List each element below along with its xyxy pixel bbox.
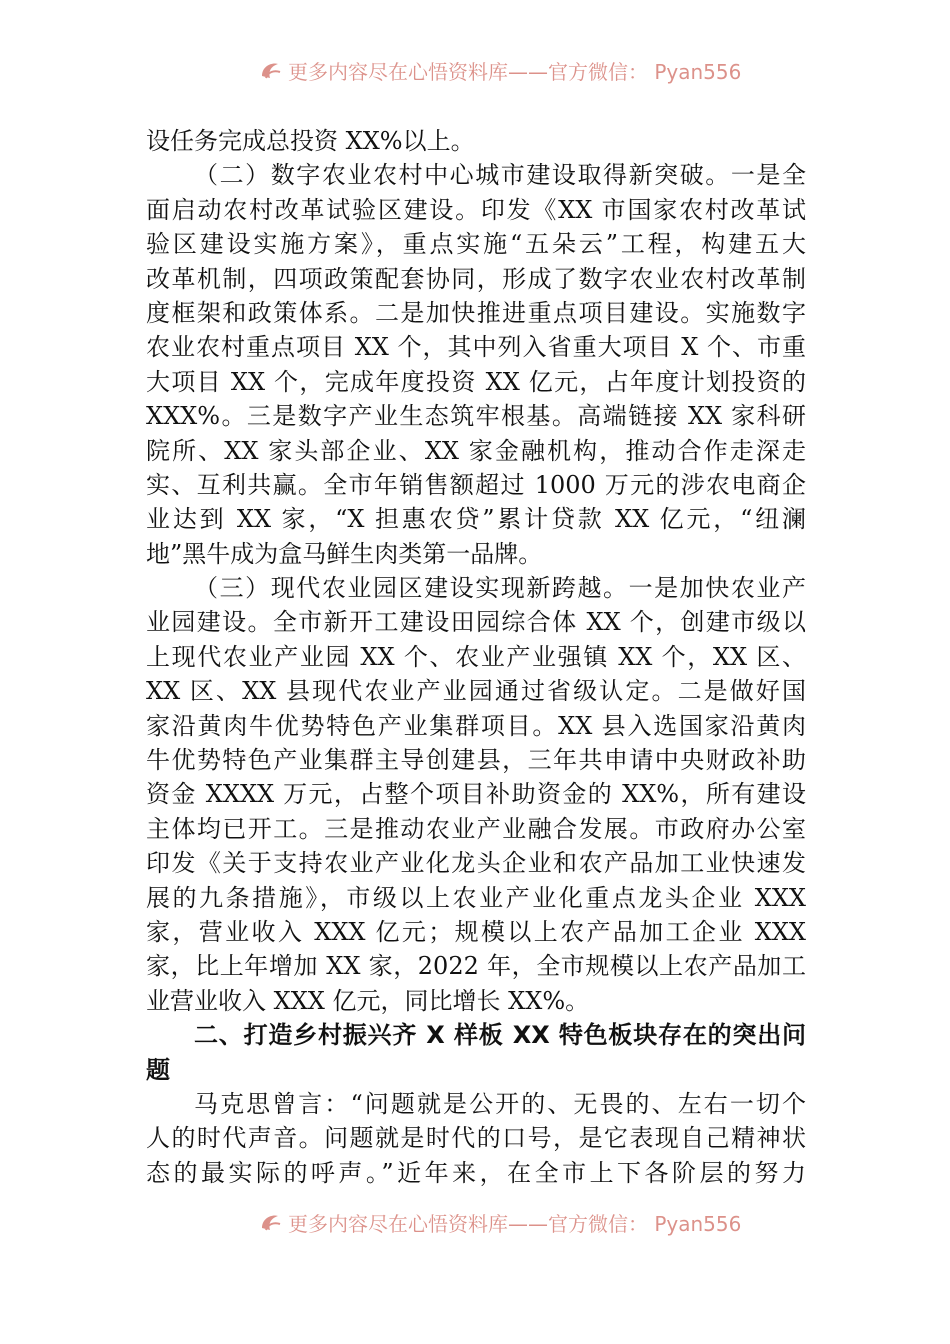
text-line: （二）数字农业农村中心城市建设取得新突破。一是全 xyxy=(194,161,806,190)
watermark-text: 更多内容尽在心悟资料库——官方微信： Pyan556 xyxy=(288,1211,742,1236)
watermark-text: 更多内容尽在心悟资料库——官方微信： Pyan556 xyxy=(288,59,742,84)
paragraph-marx-quote xyxy=(146,1087,806,1190)
watermark-bottom xyxy=(258,1208,741,1236)
text-line: 展的九条措施》，市级以上农业产业化重点龙头企业 XXX xyxy=(146,883,806,912)
text-line: 印发《关于支持农业产业化龙头企业和农产品加工业快速发 xyxy=(146,849,806,878)
text-line: 业园建设。全市新开工建设田园综合体 XX 个，创建市级以 xyxy=(146,608,806,637)
text-line: （三）现代农业园区建设实现新跨越。一是加快农业产 xyxy=(194,574,806,603)
text-line: XX 区、XX 县现代农业产业园通过省级认定。二是做好国 xyxy=(146,677,806,706)
text-line: XXX%。三是数字产业生态筑牢根基。高端链接 XX 家科研 xyxy=(146,402,806,431)
brand-logo-icon xyxy=(258,58,282,82)
heading-line: 题 xyxy=(146,1055,170,1084)
text-line: 业达到 XX 家，“X 担惠农贷”累计贷款 XX 亿元，“纽澜 xyxy=(146,505,806,534)
text-line: 验区建设实施方案》，重点实施“五朵云”工程，构建五大 xyxy=(146,230,806,259)
text-line: 家，比上年增加 XX 家，2022 年，全市规模以上农产品加工 xyxy=(146,952,806,981)
text-line: 设任务完成总投资 XX%以上。 xyxy=(146,127,475,155)
text-line: 实、互利共赢。全市年销售额超过 1000 万元的涉农电商企 xyxy=(146,470,806,499)
text-line: 主体均已开工。三是推动农业产业融合发展。市政府办公室 xyxy=(146,814,806,843)
text-line: 院所、XX 家头部企业、XX 家金融机构，推动合作走深走 xyxy=(146,436,806,465)
text-line: 度框架和政策体系。二是加快推进重点项目建设。实施数字 xyxy=(146,298,806,327)
text-line: 人的时代声音。问题就是时代的口号，是它表现自己精神状 xyxy=(146,1124,806,1153)
text-line: 态的最实际的呼声。”近年来，在全市上下各阶层的努力 xyxy=(146,1158,806,1187)
text-line: 地”黑牛成为盒马鲜生肉类第一品牌。 xyxy=(146,539,543,568)
text-line: 农业农村重点项目 XX 个，其中列入省重大项目 X 个、市重 xyxy=(146,333,806,362)
watermark-top xyxy=(258,56,741,84)
text-line: 上现代农业产业园 XX 个、农业产业强镇 XX 个，XX 区、 xyxy=(146,642,806,671)
text-line: 家沿黄肉牛优势特色产业集群项目。XX 县入选国家沿黄肉 xyxy=(146,711,806,740)
section-heading xyxy=(146,1018,806,1087)
text-line: 牛优势特色产业集群主导创建县，三年共申请中央财政补助 xyxy=(146,746,806,775)
paragraph-agricultural-parks xyxy=(146,571,806,1018)
text-line: 面启动农村改革试验区建设。印发《XX 市国家农村改革试 xyxy=(146,195,806,224)
text-line: 业营业收入 XXX 亿元，同比增长 XX%。 xyxy=(146,986,590,1015)
text-line: 改革机制，四项政策配套协同，形成了数字农业农村改革制 xyxy=(146,264,806,293)
brand-logo-icon xyxy=(258,1210,282,1234)
text-line: 大项目 XX 个，完成年度投资 XX 亿元，占年度计划投资的 xyxy=(146,367,806,396)
document-body xyxy=(146,124,806,1190)
text-line: 资金 XXXX 万元，占整个项目补助资金的 XX%，所有建设 xyxy=(146,780,806,809)
paragraph-intro-tail xyxy=(146,124,806,158)
text-line: 马克思曾言：“问题就是公开的、无畏的、左右一切个 xyxy=(194,1089,806,1118)
heading-line: 二、打造乡村振兴齐 X 样板 XX 特色板块存在的突出问 xyxy=(194,1021,806,1050)
paragraph-digital-agriculture xyxy=(146,158,806,571)
text-line: 家，营业收入 XXX 亿元；规模以上农产品加工企业 XXX xyxy=(146,917,806,946)
